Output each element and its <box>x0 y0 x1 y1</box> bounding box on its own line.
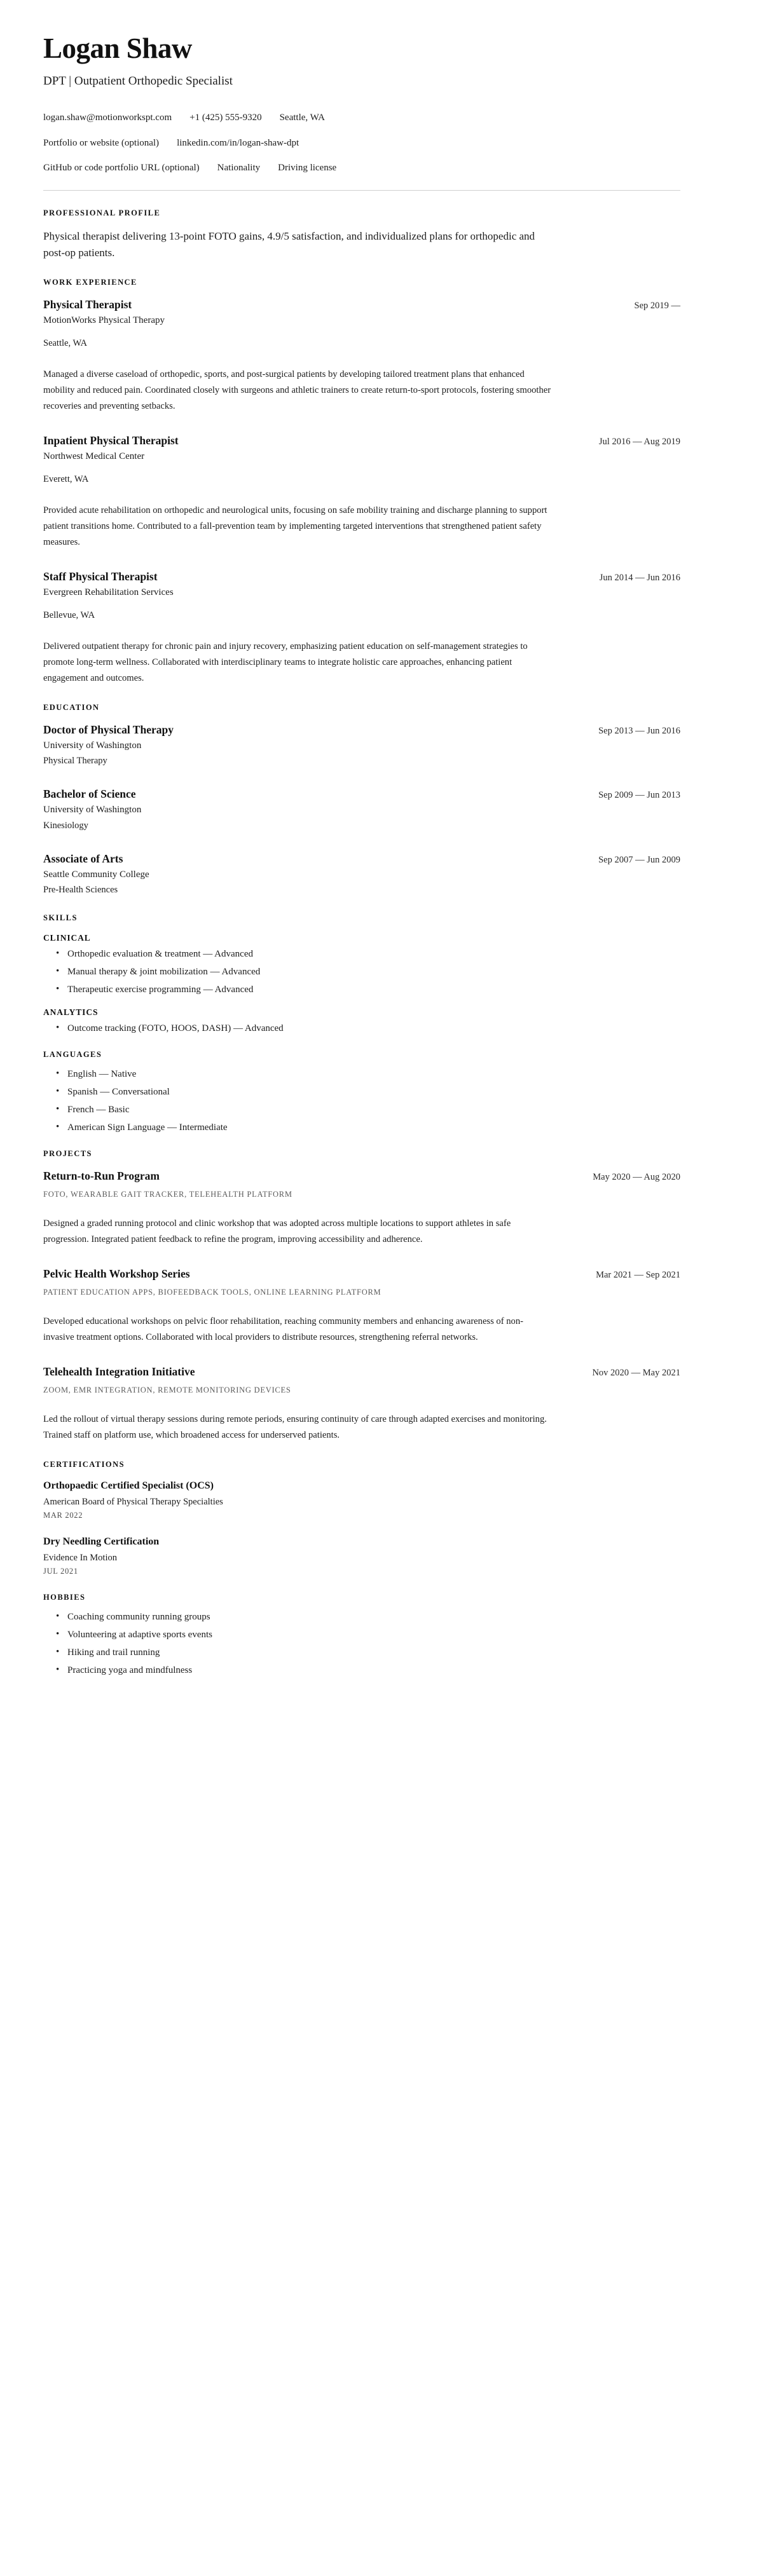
work-entry-head <box>43 569 680 584</box>
hobby-item: • Practicing yoga and mindfulness <box>56 1666 680 1675</box>
education-degree: Doctor of Physical Therapy <box>43 723 174 736</box>
section-title-languages: LANGUAGES <box>43 1050 102 1060</box>
language-item: • American Sign Language — Intermediate <box>56 1123 680 1133</box>
language-item: • Spanish — Conversational <box>56 1087 680 1097</box>
work-location: Seattle, WA <box>43 337 87 348</box>
certification-issuer: American Board of Physical Therapy Specialties <box>43 1496 223 1507</box>
certification-date: JUL 2021 <box>43 1567 78 1576</box>
work-job-title: Physical Therapist <box>43 298 132 311</box>
education-entry-head <box>43 723 680 737</box>
skill-group-title: ANALYTICS <box>43 1007 99 1018</box>
phone-text: +1 (425) 555-9320 <box>189 112 262 123</box>
section-title-work-experience: WORK EXPERIENCE <box>43 278 137 287</box>
project-entry <box>43 1365 680 1443</box>
skill-list-clinical <box>43 950 680 995</box>
certification-issuer: Evidence In Motion <box>43 1553 117 1564</box>
education-institution: University of Washington <box>43 740 142 751</box>
hobby-item: • Hiking and trail running <box>56 1648 680 1658</box>
skill-item: • Outcome tracking (FOTO, HOOS, DASH) — Advanced <box>56 1024 680 1033</box>
project-description: Led the rollout of virtual therapy sessions during remote periods, ensuring continuity of care through adapted exercises and monitoring. Trained staff on platform use, which broadened access for underserved patients. <box>43 1414 547 1441</box>
work-date-range: Jun 2014 — Jun 2016 <box>599 573 680 583</box>
education-date-range: Sep 2009 — Jun 2013 <box>598 790 680 801</box>
education-field: Pre-Health Sciences <box>43 885 118 896</box>
section-title-professional-profile: PROFESSIONAL PROFILE <box>43 208 161 217</box>
work-entry-head <box>43 297 680 312</box>
education-date-range: Sep 2007 — Jun 2009 <box>598 854 680 865</box>
project-tech-tags: PATIENT EDUCATION APPS, BIOFEEDBACK TOOLS, ONLINE LEARNING PLATFORM <box>43 1288 382 1297</box>
language-item: • English — Native <box>56 1070 680 1079</box>
nationality-placeholder-text: Nationality <box>217 163 261 174</box>
work-description: Delivered outpatient therapy for chronic pain and injury recovery, emphasizing patient education on self-management strategies to promote long-term wellness. Collaborated with interdisciplinary teams to integrate holistic care approaches, enhancing patient engagement and outcomes. <box>43 641 528 683</box>
contact-line-2 <box>43 136 680 151</box>
education-institution: Seattle Community College <box>43 869 149 880</box>
project-entry-head <box>43 1365 680 1379</box>
skill-group-clinical <box>43 933 680 995</box>
contact-line-1 <box>43 111 680 125</box>
work-entry <box>43 569 680 686</box>
project-entry-head <box>43 1267 680 1281</box>
work-company: MotionWorks Physical Therapy <box>43 315 165 326</box>
project-tech-tags: ZOOM, EMR INTEGRATION, REMOTE MONITORING DEVICES <box>43 1385 291 1394</box>
education-degree: Associate of Arts <box>43 852 123 865</box>
section-professional-profile <box>43 208 680 262</box>
skill-item: • Manual therapy & joint mobilization — Advanced <box>56 967 680 977</box>
education-date-range: Sep 2013 — Jun 2016 <box>598 725 680 736</box>
skill-group-title: CLINICAL <box>43 933 91 943</box>
education-field: Kinesiology <box>43 820 88 831</box>
location-text: Seattle, WA <box>279 112 325 123</box>
project-title: Pelvic Health Workshop Series <box>43 1267 190 1281</box>
header-divider <box>43 190 680 191</box>
section-education <box>43 703 680 897</box>
section-skills <box>43 913 680 1033</box>
section-certifications <box>43 1460 680 1576</box>
project-date-range: May 2020 — Aug 2020 <box>593 1172 680 1183</box>
skill-item: • Orthopedic evaluation & treatment — Advanced <box>56 950 680 959</box>
work-date-range: Jul 2016 — Aug 2019 <box>598 437 680 447</box>
project-title: Return-to-Run Program <box>43 1169 160 1183</box>
project-entry-head <box>43 1169 680 1183</box>
education-entry-head <box>43 787 680 801</box>
candidate-headline: DPT | Outpatient Orthopedic Specialist <box>43 74 233 88</box>
work-description: Provided acute rehabilitation on orthopedic and neurological units, focusing on safe mobility training and discharge planning to support patient transitions home. Contributed to a fall-prevention team by implementing targeted interventions that strengthened patient safety measures. <box>43 505 547 547</box>
section-hobbies <box>43 1593 680 1675</box>
github-placeholder-text: GitHub or code portfolio URL (optional) <box>43 163 200 174</box>
section-title-projects: PROJECTS <box>43 1149 92 1159</box>
project-tech-tags: FOTO, WEARABLE GAIT TRACKER, TELEHEALTH PLATFORM <box>43 1190 292 1199</box>
skill-list-analytics <box>43 1024 680 1033</box>
profile-summary-text: Physical therapist delivering 13-point FOTO gains, 4.9/5 satisfaction, and individualized plans for orthopedic and post-op patients. <box>43 229 535 259</box>
education-degree: Bachelor of Science <box>43 787 136 801</box>
resume-header <box>43 33 680 175</box>
certification-title: Dry Needling Certification <box>43 1536 160 1548</box>
hobby-item: • Coaching community running groups <box>56 1612 680 1622</box>
work-description: Managed a diverse caseload of orthopedic, sports, and post-surgical patients by developing tailored treatment plans that enhanced mobility and reduced pain. Coordinated closely with surgeons and athletic trainers to create return-to-sport protocols, fostering smoother recoveries and preventing setbacks. <box>43 369 551 412</box>
education-entry-head <box>43 852 680 866</box>
driving-license-placeholder-text: Driving license <box>278 163 337 174</box>
project-date-range: Mar 2021 — Sep 2021 <box>596 1270 680 1281</box>
education-entry <box>43 723 680 768</box>
language-list <box>43 1070 680 1133</box>
portfolio-placeholder-text: Portfolio or website (optional) <box>43 137 160 148</box>
skill-item: • Therapeutic exercise programming — Advanced <box>56 985 680 995</box>
hobby-item: • Volunteering at adaptive sports events <box>56 1630 680 1640</box>
work-entry <box>43 297 680 414</box>
section-projects <box>43 1149 680 1443</box>
project-title: Telehealth Integration Initiative <box>43 1365 195 1379</box>
project-entry <box>43 1169 680 1248</box>
section-languages <box>43 1050 680 1133</box>
work-company: Evergreen Rehabilitation Services <box>43 587 174 597</box>
language-item: • French — Basic <box>56 1105 680 1115</box>
linkedin-text: linkedin.com/in/logan-shaw-dpt <box>177 137 299 148</box>
section-title-certifications: CERTIFICATIONS <box>43 1460 125 1469</box>
section-work-experience <box>43 278 680 686</box>
contact-line-3 <box>43 161 680 175</box>
skill-group-analytics <box>43 1007 680 1033</box>
section-title-skills: SKILLS <box>43 913 78 923</box>
project-description: Designed a graded running protocol and clinic workshop that was adopted across multiple locations to support athletes in safe progression. Integrated patient feedback to refine the program, improving accessibility and adherence. <box>43 1218 511 1245</box>
certification-title: Orthopaedic Certified Specialist (OCS) <box>43 1480 214 1492</box>
hobby-list <box>43 1612 680 1675</box>
candidate-name: Logan Shaw <box>43 32 192 64</box>
work-entry <box>43 433 680 550</box>
certification-date: MAR 2022 <box>43 1511 83 1520</box>
work-job-title: Inpatient Physical Therapist <box>43 434 179 447</box>
work-location: Bellevue, WA <box>43 610 95 620</box>
work-entry-head <box>43 433 680 448</box>
education-field: Physical Therapy <box>43 756 107 767</box>
project-description: Developed educational workshops on pelvic floor rehabilitation, reaching community members and enhancing awareness of non-invasive treatment options. Collaborated with local providers to distribute resources, strengthening referral networks. <box>43 1316 523 1343</box>
certification-entry <box>43 1536 680 1576</box>
section-title-hobbies: HOBBIES <box>43 1593 86 1602</box>
work-company: Northwest Medical Center <box>43 451 145 461</box>
section-title-education: EDUCATION <box>43 702 100 712</box>
work-date-range: Sep 2019 — <box>634 301 680 311</box>
certification-entry <box>43 1480 680 1520</box>
email-text: logan.shaw@motionworkspt.com <box>43 112 172 123</box>
project-date-range: Nov 2020 — May 2021 <box>592 1368 680 1379</box>
work-job-title: Staff Physical Therapist <box>43 570 158 583</box>
education-entry <box>43 852 680 897</box>
work-location: Everett, WA <box>43 474 89 484</box>
education-entry <box>43 787 680 833</box>
project-entry <box>43 1267 680 1346</box>
education-institution: University of Washington <box>43 805 142 815</box>
